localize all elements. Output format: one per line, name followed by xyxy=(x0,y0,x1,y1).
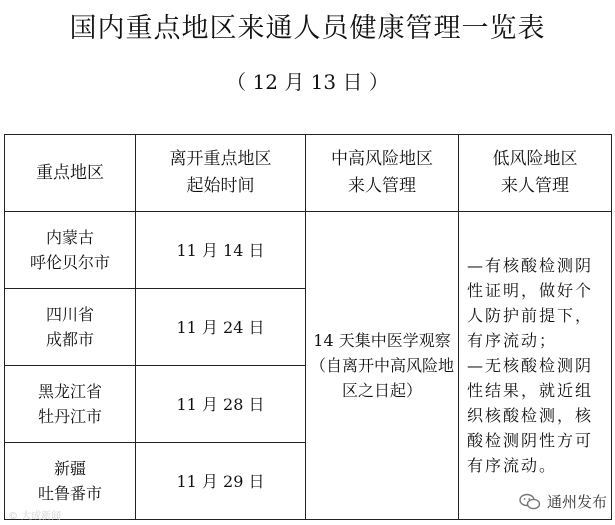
publisher-name: 通州发布 xyxy=(546,493,607,511)
region-cell: 新疆 吐鲁番市 xyxy=(5,443,136,520)
start-date-cell: 11 月 28 日 xyxy=(136,366,306,443)
start-date-cell: 11 月 29 日 xyxy=(136,443,306,520)
health-management-table xyxy=(4,134,612,520)
header-low-risk: 低风险地区 来人管理 xyxy=(459,135,612,212)
source-watermark: © 大成新闻 xyxy=(8,511,62,522)
start-date-cell: 11 月 14 日 xyxy=(136,212,306,289)
header-region: 重点地区 xyxy=(5,135,136,212)
table-row xyxy=(5,212,612,289)
publisher-watermark xyxy=(519,491,607,512)
region-cell: 四川省 成都市 xyxy=(5,289,136,366)
page-title: 国内重点地区来通人员健康管理一览表 xyxy=(69,13,546,44)
region-cell: 黑龙江省 牡丹江市 xyxy=(5,366,136,443)
wechat-icon xyxy=(519,493,541,511)
start-date-cell: 11 月 24 日 xyxy=(136,289,306,366)
date-subtitle: （ 12 月 13 日 ） xyxy=(226,70,389,94)
table-header-row xyxy=(5,135,612,212)
mid-high-risk-plan-cell: 14 天集中医学观察（自离开中高风险地区之日起） xyxy=(306,212,459,520)
region-cell: 内蒙古 呼伦贝尔市 xyxy=(5,212,136,289)
header-start-time: 离开重点地区 起始时间 xyxy=(136,135,306,212)
header-mid-high-risk: 中高风险地区 来人管理 xyxy=(306,135,459,212)
low-risk-plan-cell: —有核酸检测阴性证明，做好个人防护前提下，有序流动； —无核酸检测阴性结果，就近组织核酸检测，核酸检测阴性方可有序流动。 xyxy=(459,212,612,520)
